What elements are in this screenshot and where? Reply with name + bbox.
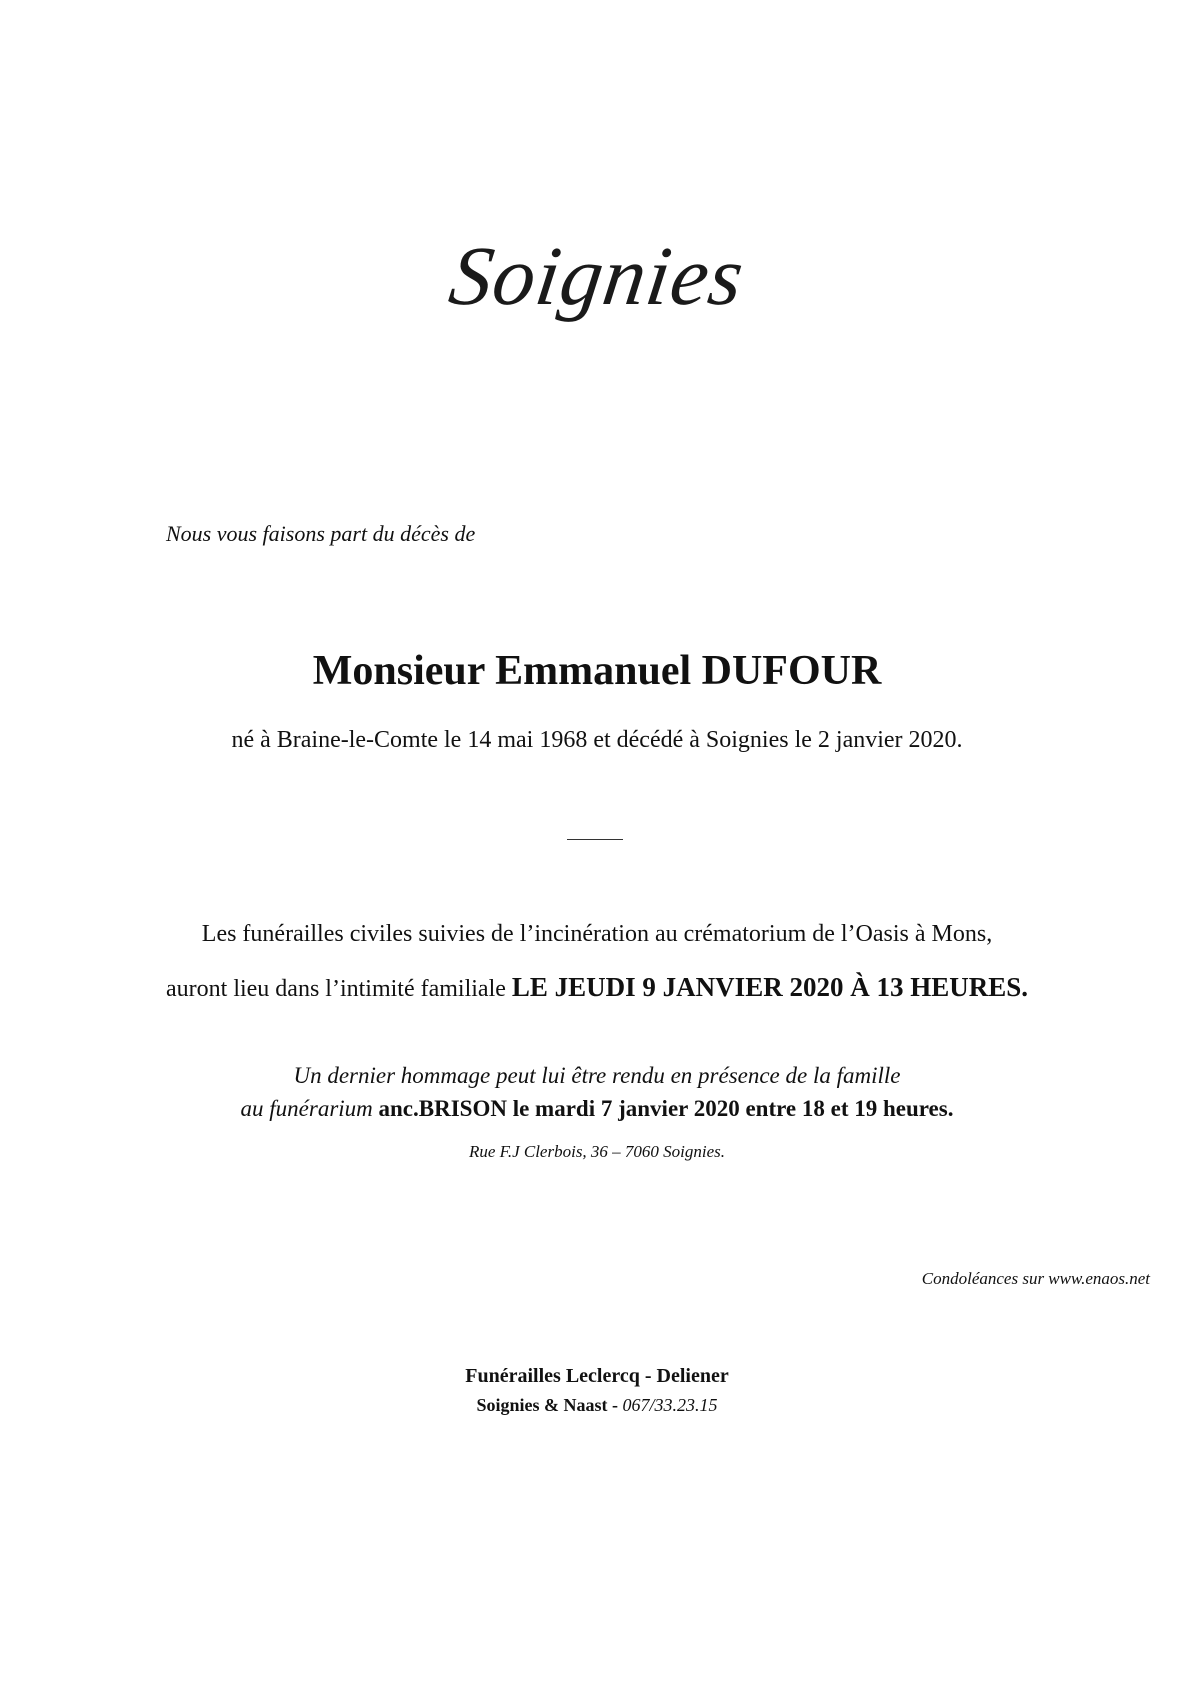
funeral-line-2 <box>0 972 1194 1003</box>
funeral-firm-locations: Soignies & Naast - <box>476 1395 623 1415</box>
funeral-line-2-prefix: auront lieu dans l’intimité familiale <box>166 976 512 1002</box>
funeral-home-address: Rue F.J Clerbois, 36 – 7060 Soignies. <box>468 1142 726 1161</box>
condolences-link[interactable]: Condoléances sur www.enaos.net <box>921 1269 1150 1288</box>
funeral-date-time: LE JEUDI 9 JANVIER 2020 À 13 HEURES. <box>511 972 1028 1002</box>
deceased-name: Monsieur Emmanuel DUFOUR <box>312 648 882 694</box>
birth-death-dates: né à Braine-le-Comte le 14 mai 1968 et décédé à Soignies le 2 janvier 2020. <box>231 727 963 753</box>
intro-text: Nous vous faisons part du décès de <box>166 521 476 546</box>
funeral-firm-name: Funérailles Leclercq - Deliener <box>465 1365 729 1387</box>
tribute-line-2 <box>0 1096 1194 1122</box>
funeral-line-1: Les funérailles civiles suivies de l’incinération au crématorium de l’Oasis à Mons, <box>201 921 993 947</box>
tribute-line-1: Un dernier hommage peut lui être rendu en présence de la famille <box>293 1063 901 1088</box>
funeral-firm-phone: 067/33.23.15 <box>622 1395 718 1415</box>
town-heading: Soignies <box>444 230 750 323</box>
tribute-visitation-details: anc.BRISON le mardi 7 janvier 2020 entre 18 et 19 heures. <box>378 1096 954 1121</box>
funeral-firm-contact <box>0 1395 1194 1416</box>
tribute-line-2-prefix: au funérarium <box>240 1096 379 1121</box>
divider <box>567 839 623 840</box>
